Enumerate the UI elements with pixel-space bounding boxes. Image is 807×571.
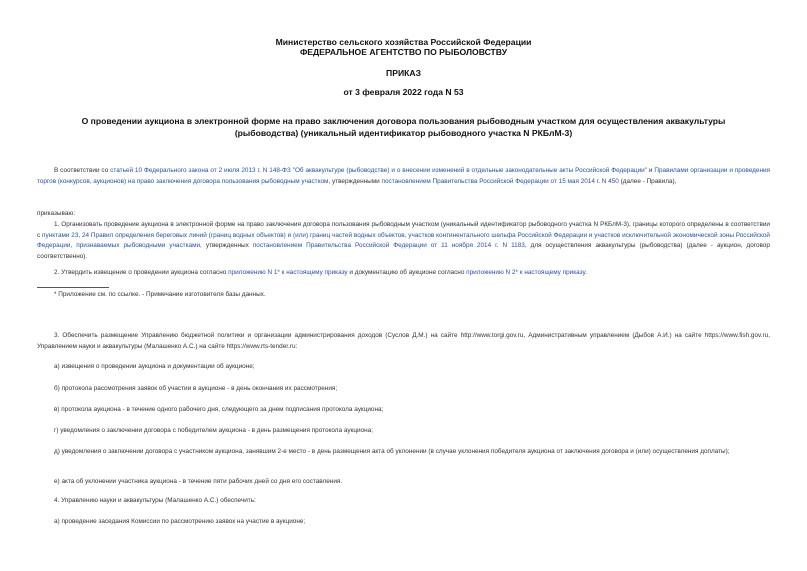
title-line-2: (рыбоводства) (уникальный идентификатор рыбоводного участка N РКБлМ-3) [234,128,573,138]
item-3-sub-v: в) протокола аукциона - в течение одного рабочего дня, следующего за днем подписания протокола аукциона; [54,406,384,413]
item-3-paragraph: 3. Обеспечить размещение Управлению бюджетной политики и организации администрирования доходов (Суслов Д.М.) на сайте http://www.torgi.gov.ru, Административным управлением (Дыбов А.И.) на сайте https://www.fish.gov.ru, Управлением науки и аквакультуры (Малашенко А.С.) на сайте https://www.rts-tender.ru: [37,332,770,350]
document-date-number: от 3 февраля 2022 года N 53 [343,87,464,97]
item-3-sub-d: д) уведомления о заключении договора с участником аукциона, занявшим 2-е место - в день размещения акта об уклонении (в случае уклонения победителя аукциона от заключения договора и (или) осуществления доплаты); [54,448,730,455]
document-title [60,115,747,139]
item-3-sub-b: б) протокола рассмотрения заявок об участии в аукционе - в день окончания их рассмотрения; [54,385,338,392]
item-1-paragraph [37,220,770,262]
item-3-sub-g: г) уведомления о заключении договора с победителем аукциона - в день размещения протокола аукциона; [54,427,373,434]
item-1-text: , для осуществления аквакультуры (рыбоводства) (далее - аукцион, договор соответственно). [37,242,770,260]
agency-name: ФЕДЕРАЛЬНОЕ АГЕНТСТВО ПО РЫБОЛОВСТВУ [299,47,508,57]
item-2-text: 2. Утвердить извещение о проведении аукциона согласно [54,269,229,276]
item-1-text: 1. Организовать проведение аукциона в электронной форме на право заключения договора пользования рыбоводным участком (уникальный идентификатор рыбоводного участка N РКБлМ-3), границы которого определены в соответствии с [37,221,770,239]
appendix-1-link[interactable]: приложению N 1* к настоящему приказу [228,269,348,276]
preamble-text: (далее - Правила), [618,177,677,185]
item-3-sub-a: а) извещения о проведении аукциона и документации об аукционе; [54,363,255,370]
item-2-text: и документацию об аукционе согласно [347,269,467,276]
prikazyvayu-text: приказываю: [37,210,75,217]
rules-points-link[interactable]: пунктами 23, 24 Правил определения береговых линий (границ водных объектов) и (или) границ частей водных объектов, участков континентального шельфа Российской Федерации и участков исключительной экономической зоны Российской Федерации, признаваемых рыбоводными участками [37,231,770,249]
rules-link[interactable]: Правилами организации и проведения торгов (конкурсов, аукционов) на право заключения договора пользования рыбоводным участком [37,167,770,185]
item-2-paragraph [37,268,770,279]
decree-450-link[interactable]: постановлением Правительства Российской Федерации от 15 мая 2014 г. N 450 [381,177,619,185]
decree-1183-link[interactable]: постановлением Правительства Российской Федерации от 11 ноября 2014 г. N 1183 [252,242,525,249]
title-line-1: О проведении аукциона в электронной форме на право заключения договора пользования рыбоводным участком для осуществления аквакультуры [81,116,726,126]
appendix-2-link[interactable]: приложению N 2* к настоящему приказу [466,269,586,276]
footnote-divider [37,287,109,288]
document-type: ПРИКАЗ [386,68,421,78]
item-2-text: . [585,269,587,276]
item-3-sub-e: е) акта об уклонении участника аукциона - в течение пяти рабочих дней со дня его составления. [54,478,343,485]
footnote-text: * Приложение см. по ссылке. - Примечание изготовителя базы данных. [54,291,266,298]
preamble-paragraph [37,166,770,187]
item-4-sub-a: а) проведение заседания Комиссии по рассмотрению заявок на участие в аукционе; [54,518,306,525]
preamble-text: В соответствии со [54,167,111,174]
preamble-text: и [646,167,655,174]
item-1-text: , утвержденных [200,242,253,249]
preamble-text: , утвержденными [328,177,382,185]
law-link[interactable]: статьей 10 Федерального закона от 2 июля 2013 г. N 148-ФЗ "Об аквакультуре (рыбоводстве) и о внесении изменений в отдельные законодательные акты Российской Федерации" [110,167,647,174]
item-4-paragraph: 4. Управлению науки и аквакультуры (Малашенко А.С.) обеспечить: [54,497,256,504]
ministry-name: Министерство сельского хозяйства Российской Федерации [275,37,532,47]
